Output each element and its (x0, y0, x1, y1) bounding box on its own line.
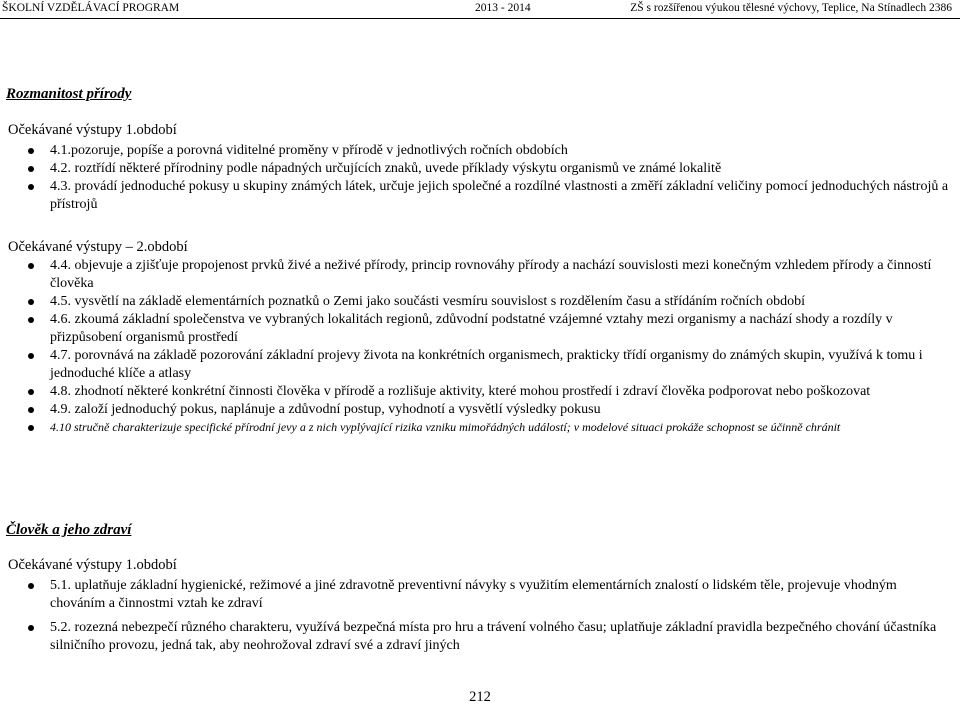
header-school-year: 2013 - 2014 (475, 2, 531, 14)
list-item: 5.2. rozezná nebezpečí různého charakteru, využívá bezpečná místa pro hru a trávení volného času; uplatňuje základní pravidla bezpečného chování účastníka silničního provozu, jedná tak, aby neohrožoval zdraví své a zdraví jiných (0, 619, 960, 655)
section-title-nature: Rozmanitost přírody (6, 86, 132, 102)
bullet-icon (28, 166, 34, 172)
expected-outputs-period1-label: Očekávané výstupy 1.období (8, 122, 177, 138)
bullet-icon (28, 317, 34, 323)
bullet-icon (28, 407, 34, 413)
bullet-icon (28, 263, 34, 269)
bullet-icon (28, 299, 34, 305)
bullet-icon (28, 625, 34, 631)
header-school-name: ZŠ s rozšířenou výukou tělesné výchovy, Teplice, Na Stínadlech 2386 (630, 2, 952, 14)
header-school-program: ŠKOLNÍ VZDĚLÁVACÍ PROGRAM (2, 2, 180, 14)
health-period1-list (0, 577, 960, 655)
list-item: 4.9. založí jednoduchý pokus, naplánuje a zdůvodní postup, vyhodnotí a vysvětlí výsledky pokusu (0, 401, 960, 419)
list-item: 4.2. roztřídí některé přírodniny podle nápadných určujících znaků, uvede příklady výskytu organismů ve známé lokalitě (0, 160, 960, 178)
bullet-icon (28, 389, 34, 395)
list-item: 4.7. porovnává na základě pozorování základní projevy života na konkrétních organismech, prakticky třídí organismy do známých skupin, využívá k tomu i jednoduché klíče a atlasy (0, 347, 960, 383)
expected-outputs-period2-label: Očekávané výstupy – 2.období (8, 239, 188, 255)
list-item: 4.3. provádí jednoduché pokusy u skupiny známých látek, určuje jejich společné a rozdílné vlastnosti a změří základní veličiny pomocí jednoduchých nástrojů a přístrojů (0, 178, 960, 214)
period1-list (0, 142, 960, 214)
list-item: 5.1. uplatňuje základní hygienické, režimové a jiné zdravotně preventivní návyky s využitím elementárních znalostí o lidském těle, projevuje vhodným chováním a činnostmi vztah ke zdraví (0, 577, 960, 613)
list-item: 4.6. zkoumá základní společenstva ve vybraných lokalitách regionů, zdůvodní podstatné vzájemné vztahy mezi organismy a nachází shody a rozdíly v přizpůsobení organismů prostředí (0, 311, 960, 347)
list-item: 4.4. objevuje a zjišťuje propojenost prvků živé a neživé přírody, princip rovnováhy přírody a nachází souvislosti mezi konečným vzhledem přírody a činností člověka (0, 257, 960, 293)
bullet-icon (28, 353, 34, 359)
list-item: 4.5. vysvětlí na základě elementárních poznatků o Zemi jako součásti vesmíru souvislost s rozdělením času a střídáním ročních období (0, 293, 960, 311)
list-item: 4.10 stručně charakterizuje specifické přírodní jevy a z nich vyplývající rizika vzniku mimořádných událostí; v modelové situaci prokáže schopnost se účinně chránit (0, 419, 960, 435)
period2-list (0, 257, 960, 435)
bullet-icon (28, 425, 34, 431)
bullet-icon (28, 148, 34, 154)
page-header (0, 0, 960, 19)
section-title-health: Člověk a jeho zdraví (6, 522, 132, 538)
page-number: 212 (469, 689, 491, 705)
bullet-icon (28, 583, 34, 589)
bullet-icon (28, 184, 34, 190)
expected-outputs-period1-label-health: Očekávané výstupy 1.období (8, 557, 177, 573)
list-item: 4.1.pozoruje, popíše a porovná viditelné proměny v přírodě v jednotlivých ročních obdobích (0, 142, 960, 160)
list-item: 4.8. zhodnotí některé konkrétní činnosti člověka v přírodě a rozlišuje aktivity, které mohou prostředí i zdraví člověka podporovat nebo poškozovat (0, 383, 960, 401)
